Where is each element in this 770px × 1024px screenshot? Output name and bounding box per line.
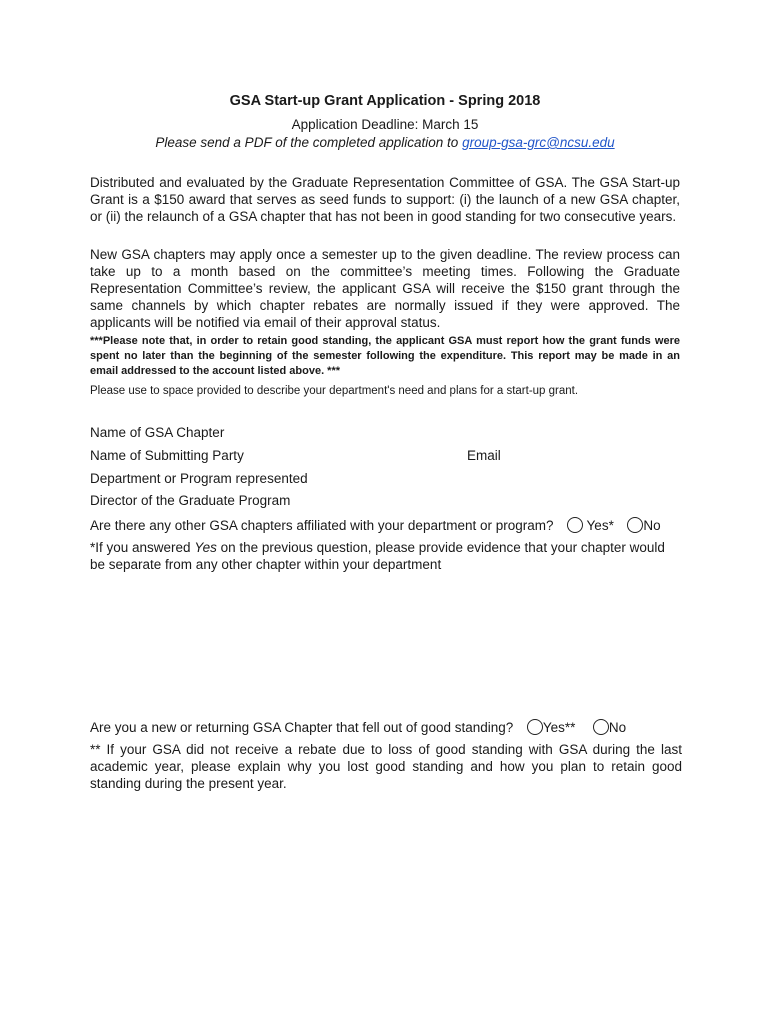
send-pdf-text: Please send a PDF of the completed application to — [155, 135, 463, 150]
yes-radio-label: Yes** — [542, 720, 576, 735]
yes-radio[interactable] — [527, 719, 543, 735]
no-radio[interactable] — [593, 719, 609, 735]
yes-radio-label: Yes* — [586, 518, 614, 533]
no-radio-label: No — [608, 720, 627, 735]
email-link[interactable]: group-gsa-grc@ncsu.edu — [462, 135, 615, 150]
reporting-notice: ***Please note that, in order to retain good standing, the applicant GSA must report how the grant funds were spent no later than the beginning of the semester following the expenditure. This report may be made in an email addressed to the account listed above. *** — [90, 335, 680, 377]
send-pdf-line — [0, 135, 770, 150]
chapter-name-label: Name of GSA Chapter — [90, 425, 225, 440]
note-text: on the previous question, please provide evidence that your chapter would be separate from any other chapter within your department — [90, 540, 665, 572]
no-radio[interactable] — [627, 517, 643, 533]
yes-radio[interactable] — [567, 517, 583, 533]
no-radio-label: No — [643, 518, 661, 533]
note-text: *If you answered — [90, 540, 195, 555]
good-standing-question — [90, 719, 626, 735]
note-emphasis: Yes — [194, 540, 217, 555]
deadline-text: Application Deadline: March 15 — [291, 117, 479, 132]
affiliated-explanation-note — [90, 539, 682, 573]
instructions-text: Please use to space provided to describe your department's need and plans for a start-up grant. — [90, 385, 579, 397]
question-text: Are there any other GSA chapters affiliated with your department or program? — [90, 518, 554, 533]
process-paragraph: New GSA chapters may apply once a semester up to the given deadline. The review process can take up to a month based on the committee’s meeting times. Following the Graduate Representation Committee’s review, the applicant GSA will receive the $150 grant through the same channels by which chapter rebates are normally issued if they were approved. The applicants will be notified via email of their approval status. — [90, 247, 680, 330]
intro-paragraph: Distributed and evaluated by the Graduate Representation Committee of GSA. The GSA Start-up Grant is a $150 award that serves as seed funds to support: (i) the launch of a new GSA chapter, or (ii) the relaunch of a GSA chapter that has not been in good standing for two consecutive years. — [90, 175, 680, 224]
question-text: Are you a new or returning GSA Chapter that fell out of good standing? — [90, 720, 514, 735]
department-label: Department or Program represented — [90, 471, 308, 486]
director-label: Director of the Graduate Program — [90, 493, 291, 508]
email-label: Email — [467, 448, 501, 463]
submitting-party-label: Name of Submitting Party — [90, 448, 244, 463]
good-standing-explanation-note: ** If your GSA did not receive a rebate due to loss of good standing with GSA during the last academic year, please explain why you lost good standing and how you plan to retain good standing during the present year. — [90, 742, 682, 791]
affiliated-chapters-question — [90, 517, 661, 533]
page-title: GSA Start-up Grant Application - Spring 2018 — [229, 93, 541, 109]
